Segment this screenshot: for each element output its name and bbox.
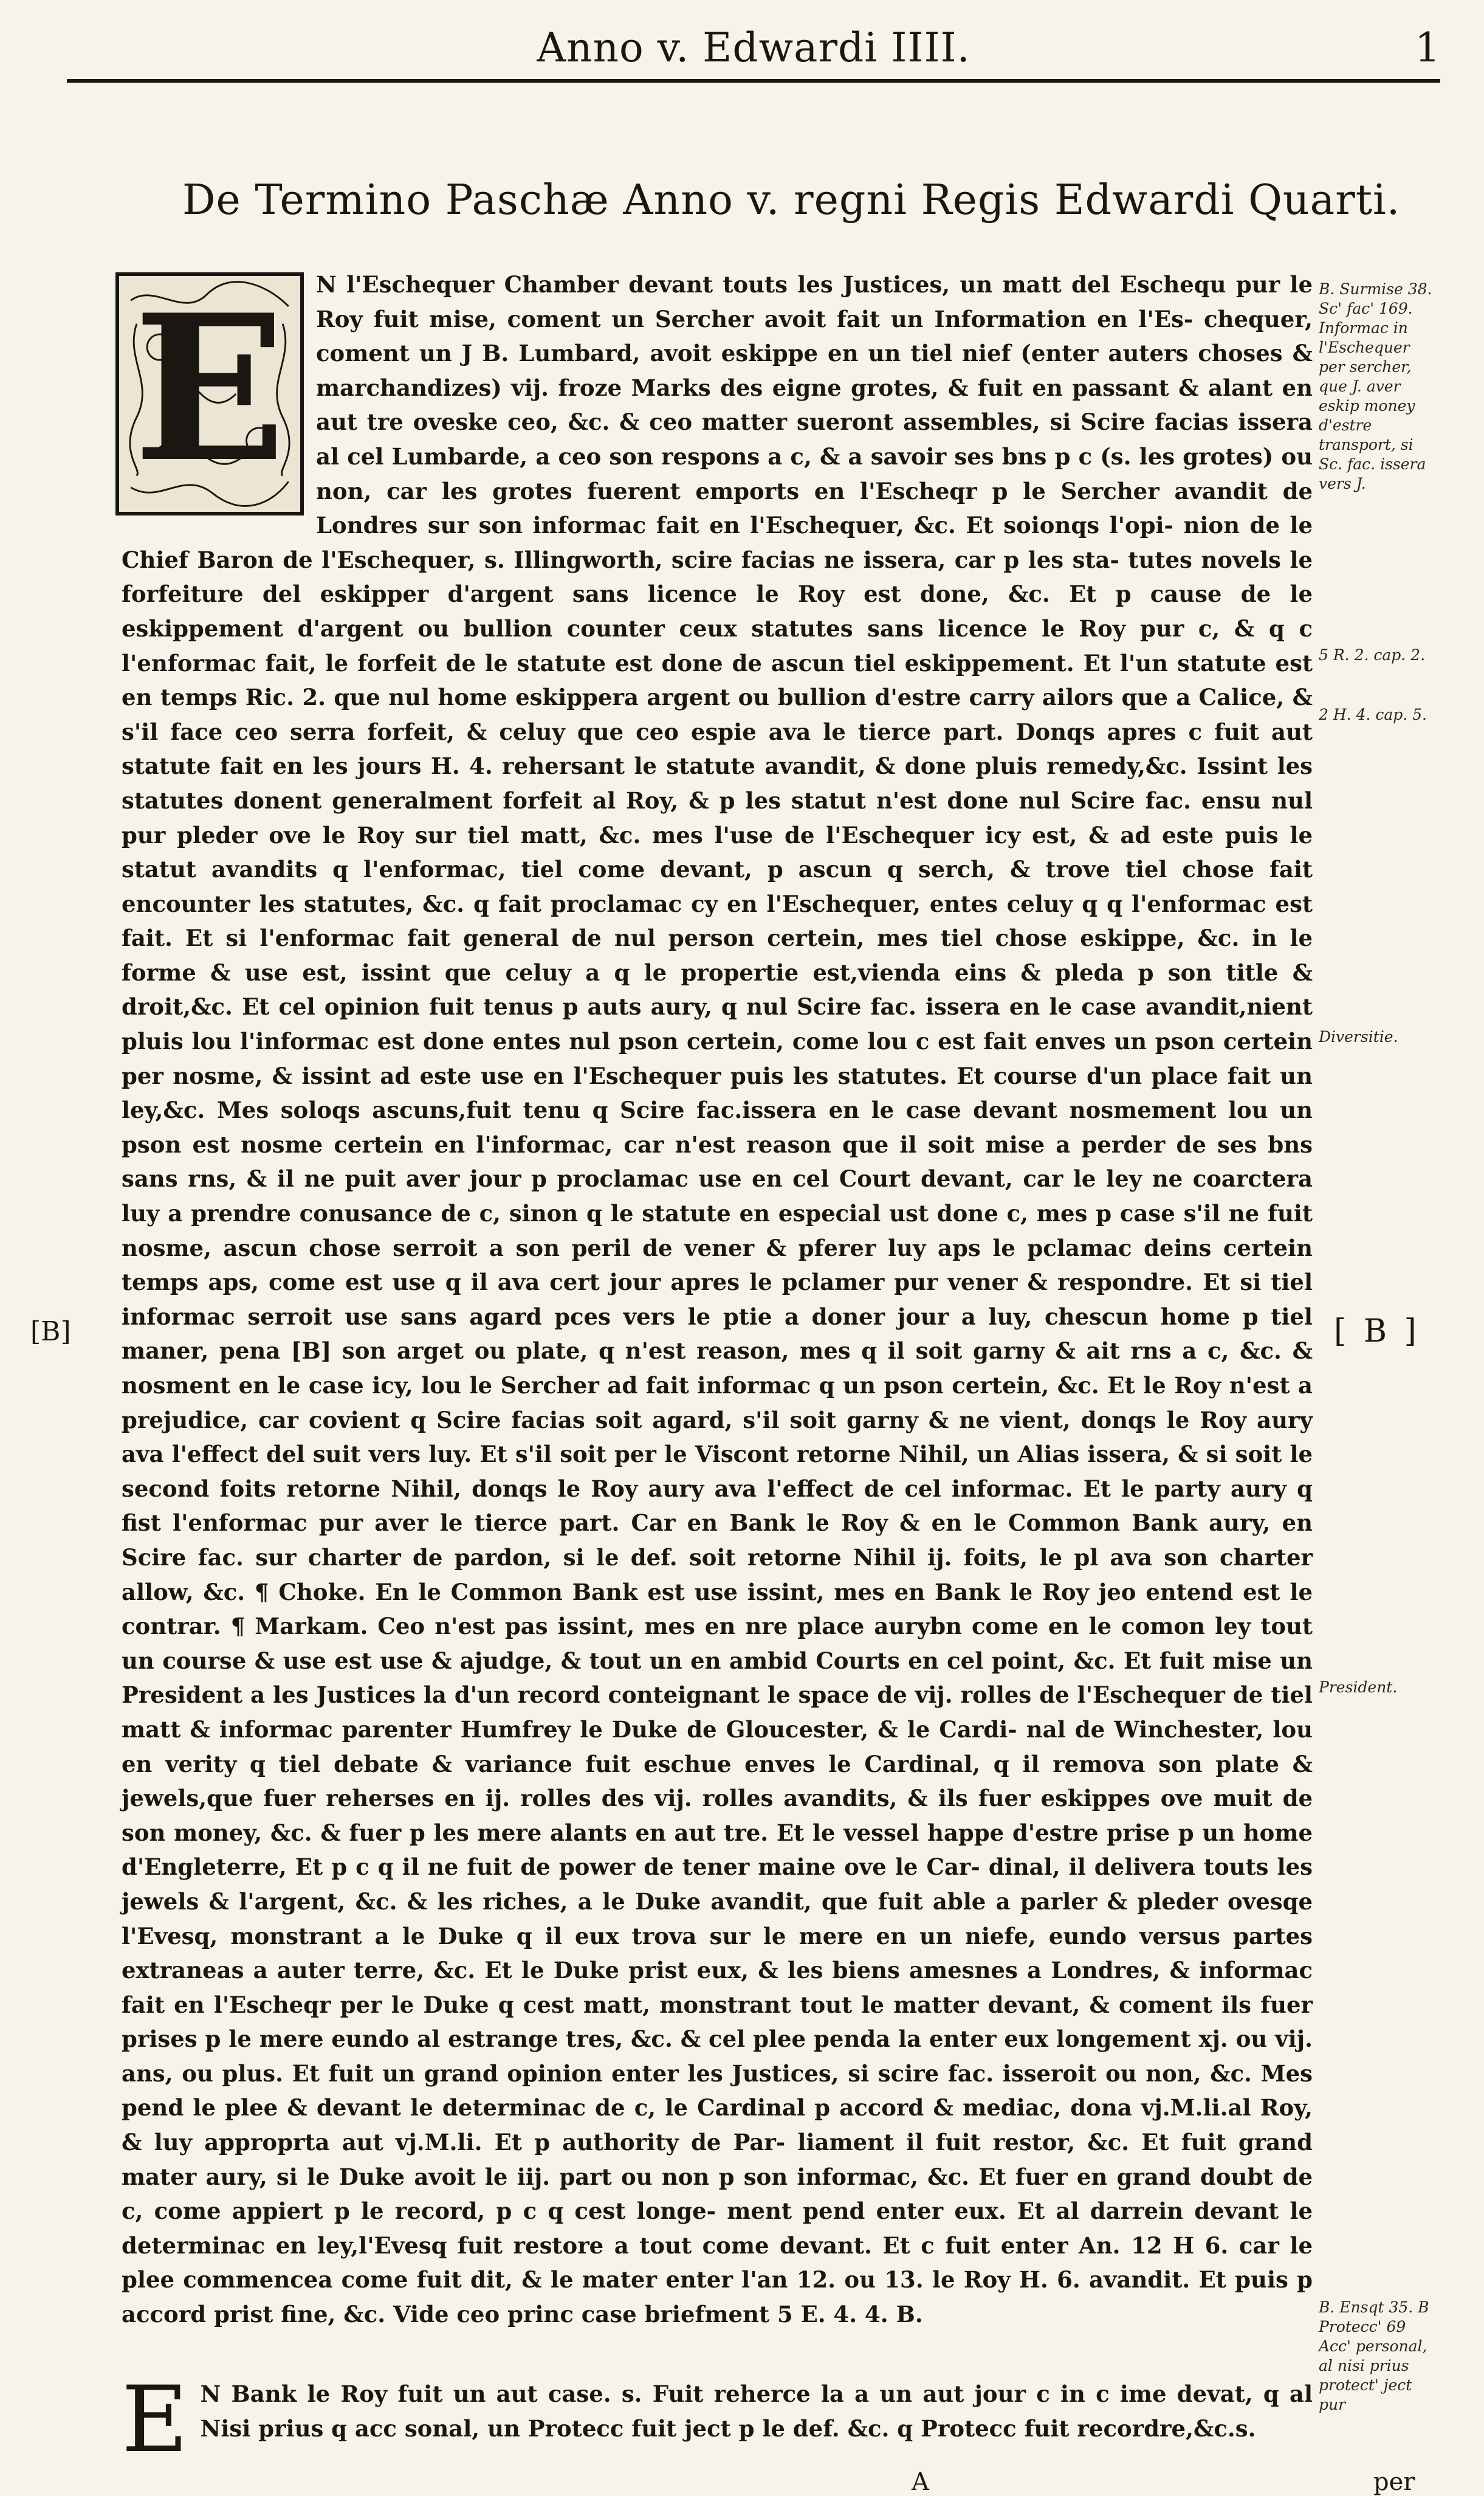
bracket-right: [ B ] xyxy=(1334,1313,1420,1350)
page-header xyxy=(67,24,1440,83)
margin-note: Diversitie. xyxy=(1319,1028,1398,1046)
margin-note: President. xyxy=(1319,1678,1398,1696)
bracket-left: [B] xyxy=(30,1316,71,1347)
paragraph-text: N Bank le Roy fuit un aut case. s. Fuit reherce la a un aut jour c in c ime devat, q al Nisi prius q acc sonal, un Protecc fuit ject p le def. &c. q Protecc fuit recordre,&c.s. xyxy=(200,2381,1313,2442)
margin-note: B. Surmise 38. Sc' fac' 169. Informac in l'Eschequer per sercher, que J. aver eskip money d'estre transport, si Sc. fac. issera vers J. xyxy=(1319,280,1432,492)
margin-note: 2 H. 4. cap. 5. xyxy=(1319,706,1427,723)
running-head: Anno v. Edwardi IIII. xyxy=(537,24,970,71)
margin-note: B. Ensqt 35. B Protecc' 69 Acc' personal, al nisi prius protect' ject pur xyxy=(1319,2298,1429,2413)
signature-mark: A xyxy=(912,2468,929,2496)
decorated-initial xyxy=(115,272,304,515)
second-paragraph xyxy=(122,2367,1313,2473)
paragraph-initial: E xyxy=(122,2367,188,2473)
drop-cap-letter: E xyxy=(133,271,286,506)
catchword: per xyxy=(1373,2468,1415,2496)
paragraph-text: N l'Eschequer Chamber devant touts les Justices, un matt del Eschequ pur le Roy fuit mise, coment un Sercher avoit fait un Information en l'Es- chequer, coment un J B. Lumbard, avoit eskippe en un tiel nief (enter auters choses & marchandizes) vij. froze Marks des eigne grotes, & fuit en passant & alant en aut tre oveske ceo, &c. & ceo matter sueront assembles, si Scire facias issera al cel Lumbarde, a ceo son respons a c, & a savoir ses bns p c (s. les grotes) ou non, car les grotes fuerent emports en l'Escheqr p le Sercher avandit de Londres sur son informac fait en l'Eschequer, &c. Et soionqs l'opi- nion de le Chief Baron de l'Eschequer, s. Illingworth, scire facias ne issera, car p les sta- tutes novels le forfeiture del eskipper d'argent sans licence le Roy est done, &c. Et p cause de le eskippement d'argent ou bullion counter ceux statutes sans licence le Roy pur c, & q c l'enformac fait, le forfeit de le statute est done de ascun tiel eskippement. Et l'un statute est en temps Ric. 2. que nul home eskippera argent ou bullion d'estre carry ailors que a Calice, & s'il face ceo serra forfeit, & celuy que ceo espie ava le tierce part. Donqs apres c fuit aut statute fait en les jours H. 4. rehersant le statute avandit, & done pluis remedy,&c. Issint les statutes donent generalment forfeit al Roy, & p les statut n'est done nul Scire fac. ensu nul pur pleder ove le Roy sur tiel matt, &c. mes l'use de l'Eschequer icy est, & ad este puis le statut avandits q l'enformac, tiel come devant, p ascun q serch, & trove tiel chose fait encounter les statutes, &c. q fait proclamac cy en l'Eschequer, entes celuy q q l'enformac est fait. Et si l'enformac fait general de nul person certein, mes tiel chose eskippe, &c. in le forme & use est, issint que celuy a q le propertie est,vienda eins & pleda p son title & droit,&c. Et cel opinion fuit tenus p auts aury, q nul Scire fac. issera en le case avandit,nient pluis lou l'informac est done entes nul pson certein, come lou c est fait enves un pson certein per nosme, & issint ad este use en l'Eschequer puis les statutes. Et course d'un place fait un ley,&c. Mes soloqs ascuns,fuit tenu q Scire fac.issera en le case devant nosmement lou un pson est nosme certein en l'informac, car n'est reason que il soit mise a perder de ses bns sans rns, & il ne puit aver jour p proclamac use en cel Court devant, car le ley ne coarctera luy a prendre conusance de c, sinon q le statute en especial ust done c, mes p case s'il ne fuit nosme, ascun chose serroit a son peril de vener & pferer luy aps le pclamac deins certein temps aps, come est use q il ava cert jour apres le pclamer pur vener & respondre. Et si tiel informac serroit use sans agard pces vers le ptie a doner jour a luy, chescun home p tiel maner, pena [B] son arget ou plate, q n'est reason, mes q il soit garny & ait rns a c, &c. & nosment en le case icy, lou le Sercher ad fait informac q un pson certein, &c. Et le Roy n'est a prejudice, car covient q Scire facias soit agard, s'il soit garny & ne vient, donqs le Roy aury ava l'effect del suit vers luy. Et s'il soit per le Viscont retorne Nihil, un Alias issera, & si soit le second foits retorne Nihil, donqs le Roy aury ava l'effect de cel informac. Et le party aury q fist l'enformac pur aver le tierce part. Car en Bank le Roy & en le Common Bank aury, en Scire fac. sur charter de pardon, si le def. soit retorne Nihil ij. foits, le pl ava son charter allow, &c. ¶ Choke. En le Common Bank est use issint, mes en Bank le Roy jeo entend est le contrar. ¶ Markam. Ceo n'est pas issint, mes en nre place aurybn come en le comon ley tout un course & use est use & ajudge, & tout un en ambid Courts en cel point, &c. Et fuit mise un President a les Justices la d'un record conteignant le space de vij. rolles de l'Eschequer de tiel matt & informac parenter Humfrey le Duke de Gloucester, & le Cardi- nal de Winchester, lou en verity q tiel debate & variance fuit eschue enves le Cardinal, q il remova son plate & jewels,que fuer reherses en ij. rolles des vij. rolles avandits, & ils fuer eskippes ove muit de son money, &c. & fuer p les mere alants en aut tre. Et le vessel happe d'estre prise p un home d'Engleterre, Et p c q il ne fuit de power de tener maine ove le Car- dinal, il delivera touts les jewels & l'argent, &c. & les riches, a le Duke avandit, que fuit able a parler & pleder ovesqe l'Evesq, monstrant a le Duke q il eux trova sur le mere en un niefe, eundo versus partes extraneas a auter terre, &c. Et le Duke prist eux, & les biens amesnes a Londres, & informac fait en l'Escheqr per le Duke q cest matt, monstrant tout le matter devant, & coment ils fuer prises p le mere eundo al estrange tres, &c. & cel plee penda la enter eux longement xj. ou vij. ans, ou plus. Et fuit un grand opinion enter les Justices, si scire fac. isseroit ou non, &c. Mes pend le plee & devant le determinac de c, le Cardinal p accord & mediac, dona vj.M.li.al Roy, & luy approprta aut vj.M.li. Et p authority de Par- liament il fuit restor, &c. Et fuit grand mater aury, si le Duke avoit le iij. part ou non p son informac, &c. Et fuer en grand doubt de c, come appiert p le record, p c q cest longe- ment pend enter eux. Et al darrein devant le determinac en ley,l'Evesq fuit restore a tout come devant. Et c fuit enter An. 12 H 6. car le plee commencea come fuit dit, & le mater enter l'an 12. ou 13. le Roy H. 6. avandit. Et puis p accord prist fine, &c. Vide ceo prinс case briefment 5 E. 4. 4. B. xyxy=(122,271,1313,2328)
section-title: De Termino Paschæ Anno v. regni Regis Edwardi Quarti. xyxy=(182,176,1401,224)
main-paragraph xyxy=(122,267,1313,2332)
margin-note: 5 R. 2. cap. 2. xyxy=(1319,646,1426,664)
page-number: 1 xyxy=(1415,24,1440,71)
